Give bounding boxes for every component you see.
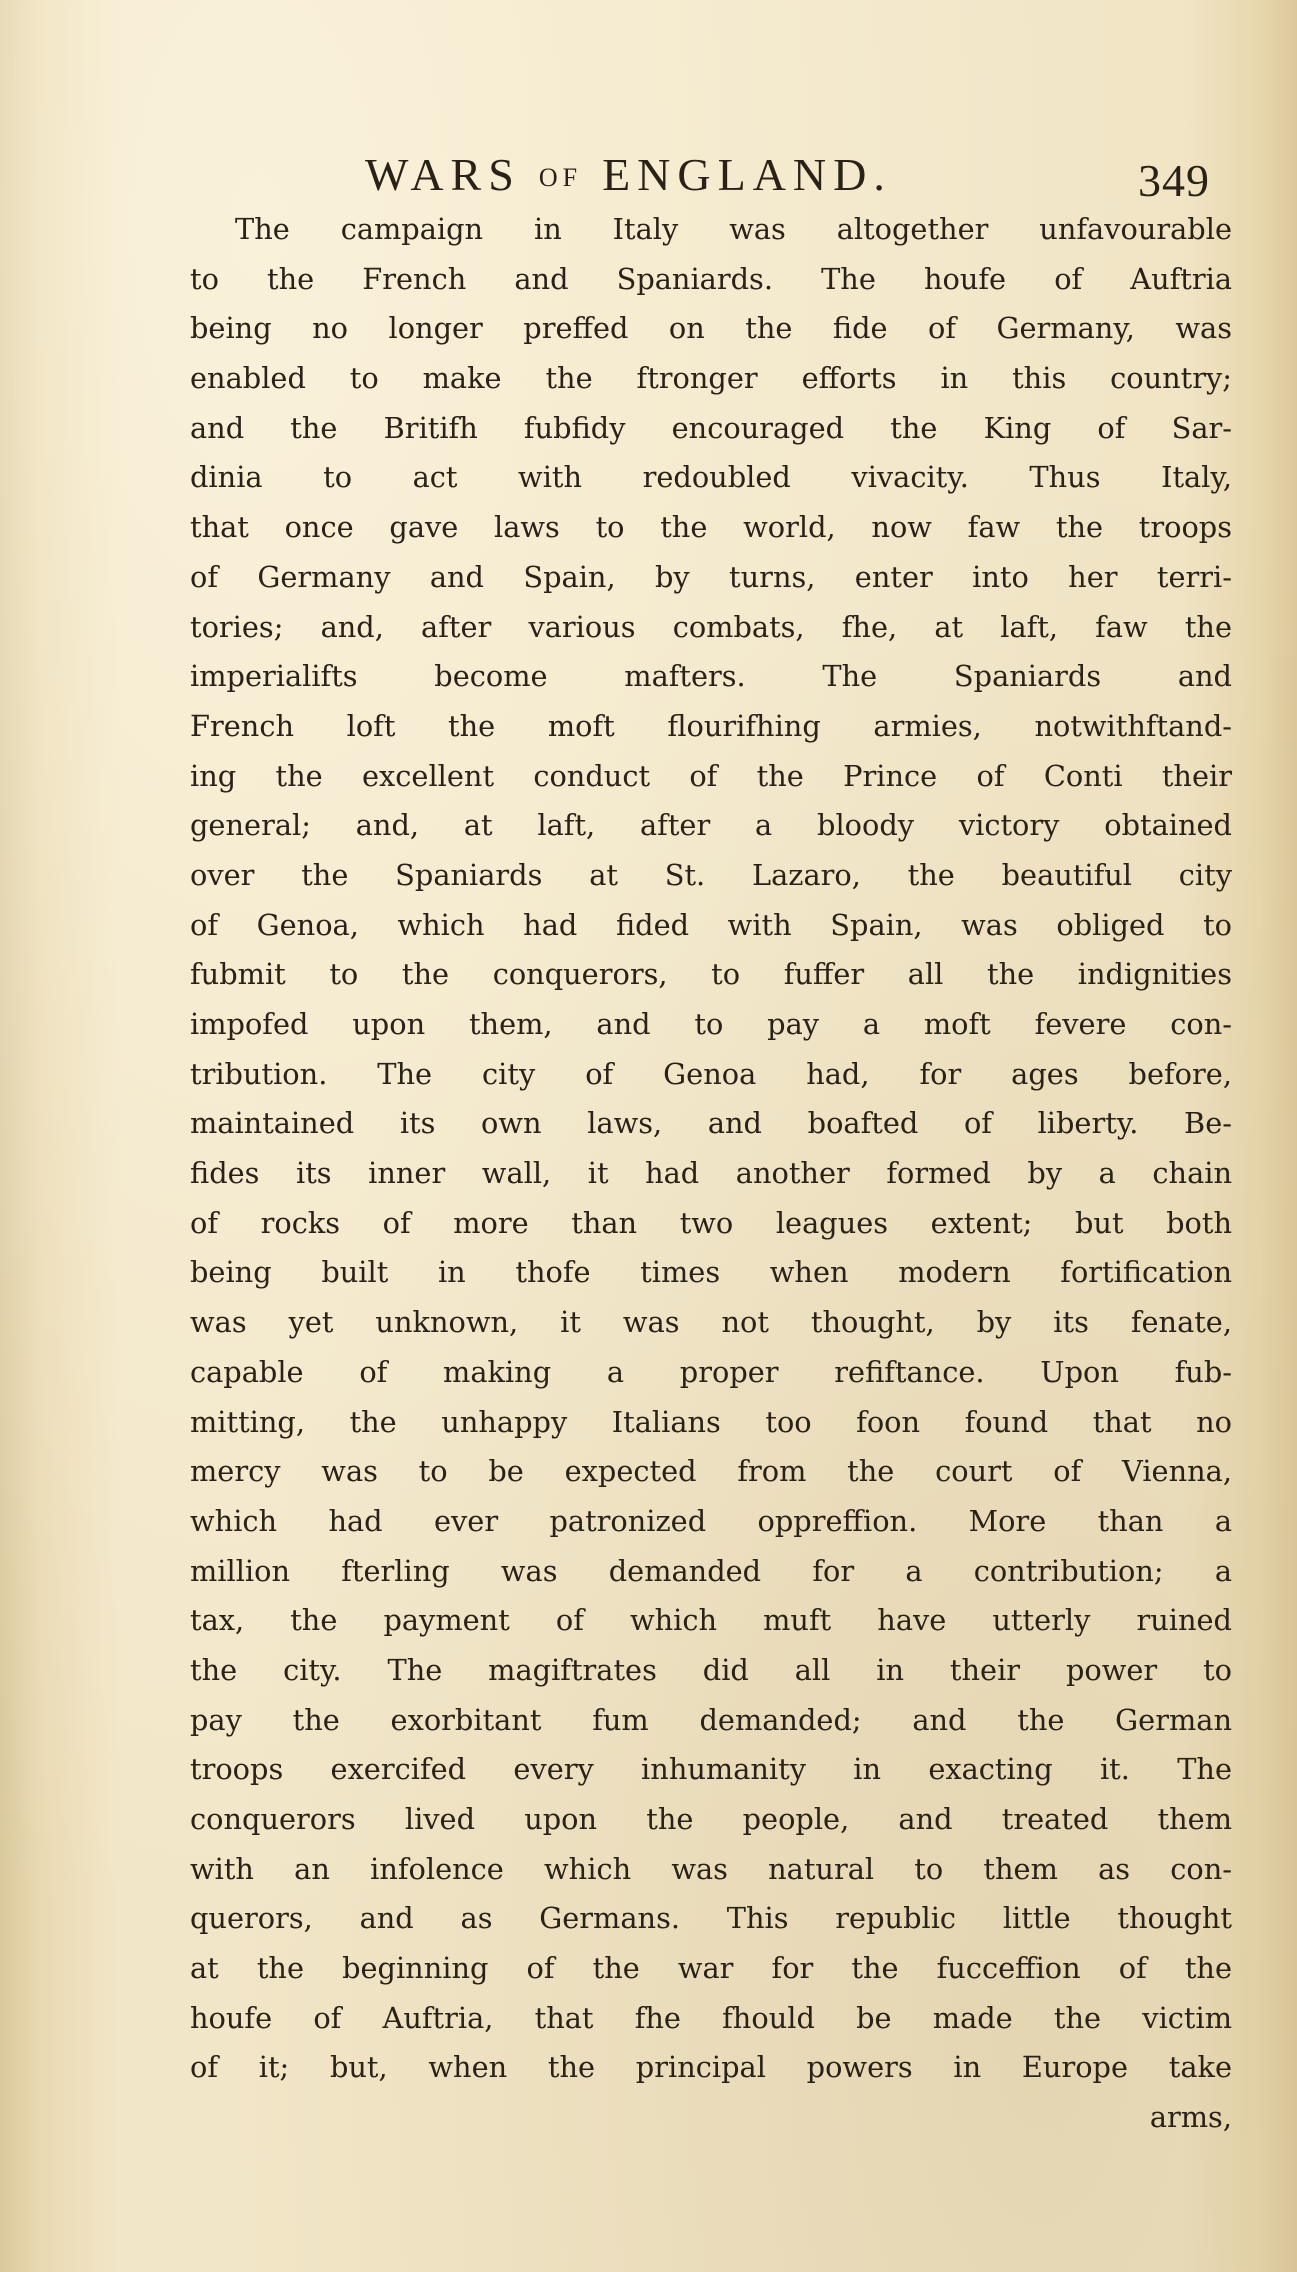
text-line: tribution. The city of Genoa had, for ages before, xyxy=(190,1056,1232,1091)
text-line: over the Spaniards at St. Lazaro, the beautiful city xyxy=(190,857,1232,892)
running-head-wars: WARS xyxy=(365,149,521,200)
text-line: troops exercifed every inhumanity in exacting it. The xyxy=(190,1752,1232,1787)
text-line: enabled to make the ftronger efforts in this country; xyxy=(190,361,1232,396)
text-line: with an infolence which was natural to them as con- xyxy=(190,1851,1232,1886)
running-header xyxy=(365,148,1225,208)
text-line: dinia to act with redoubled vivacity. Thus Italy, xyxy=(190,460,1232,495)
text-line: conquerors lived upon the people, and treated them xyxy=(190,1802,1232,1836)
text-line: imperialifts become mafters. The Spaniards and xyxy=(190,659,1232,694)
text-line: tax, the payment of which muft have utterly ruined xyxy=(190,1603,1232,1638)
text-line: of Germany and Spain, by turns, enter into her terri- xyxy=(190,559,1232,594)
running-head-england: ENGLAND. xyxy=(602,149,892,200)
text-line: impofed upon them, and to pay a moft fevere con- xyxy=(190,1007,1232,1041)
text-line: being no longer preffed on the fide of Germany, was xyxy=(190,311,1232,346)
text-line: The campaign in Italy was altogether unfavourable xyxy=(235,212,1232,246)
text-line: and the Britifh fubfidy encouraged the King of Sar- xyxy=(190,410,1232,445)
page-number: 349 xyxy=(1138,155,1210,206)
text-line: mitting, the unhappy Italians too foon found that no xyxy=(190,1404,1232,1439)
text-line: French loft the moft flourifhing armies, notwithftand- xyxy=(190,708,1232,743)
text-line: that once gave laws to the world, now faw the troops xyxy=(190,510,1232,545)
text-line: being built in thofe times when modern fortification xyxy=(190,1255,1232,1290)
text-line: to the French and Spaniards. The houfe of Auftria xyxy=(190,261,1232,296)
text-line: tories; and, after various combats, fhe, at laft, faw the xyxy=(190,609,1232,644)
running-head-of: OF xyxy=(538,163,583,192)
text-line: maintained its own laws, and boafted of liberty. Be- xyxy=(190,1106,1232,1141)
text-line: houfe of Auftria, that fhe fhould be made the victim xyxy=(190,2000,1232,2035)
text-line: capable of making a proper refiftance. Upon fub- xyxy=(190,1354,1232,1389)
text-line: pay the exorbitant fum demanded; and the German xyxy=(190,1702,1232,1737)
text-line: general; and, at laft, after a bloody victory obtained xyxy=(190,808,1232,843)
text-line: million fterling was demanded for a contribution; a xyxy=(190,1553,1232,1588)
catchword: arms, xyxy=(1149,2100,1232,2135)
text-line: was yet unknown, it was not thought, by its fenate, xyxy=(190,1305,1232,1340)
text-line: of rocks of more than two leagues extent; but both xyxy=(190,1205,1232,1240)
text-line: fubmit to the conquerors, to fuffer all the indignities xyxy=(190,957,1232,992)
text-line: the city. The magiftrates did all in their power to xyxy=(190,1652,1232,1687)
text-line: ing the excellent conduct of the Prince of Conti their xyxy=(190,758,1232,793)
text-line: which had ever patronized oppreffion. More than a xyxy=(190,1503,1232,1538)
body-text xyxy=(190,205,1232,2143)
text-line: of it; but, when the principal powers in Europe take xyxy=(190,2050,1232,2085)
text-line: of Genoa, which had fided with Spain, was obliged to xyxy=(190,907,1232,942)
text-line: mercy was to be expected from the court of Vienna, xyxy=(190,1454,1232,1489)
text-line: querors, and as Germans. This republic little thought xyxy=(190,1901,1232,1936)
text-line: fides its inner wall, it had another formed by a chain xyxy=(190,1156,1232,1191)
text-line: at the beginning of the war for the fucceffion of the xyxy=(190,1951,1232,1986)
